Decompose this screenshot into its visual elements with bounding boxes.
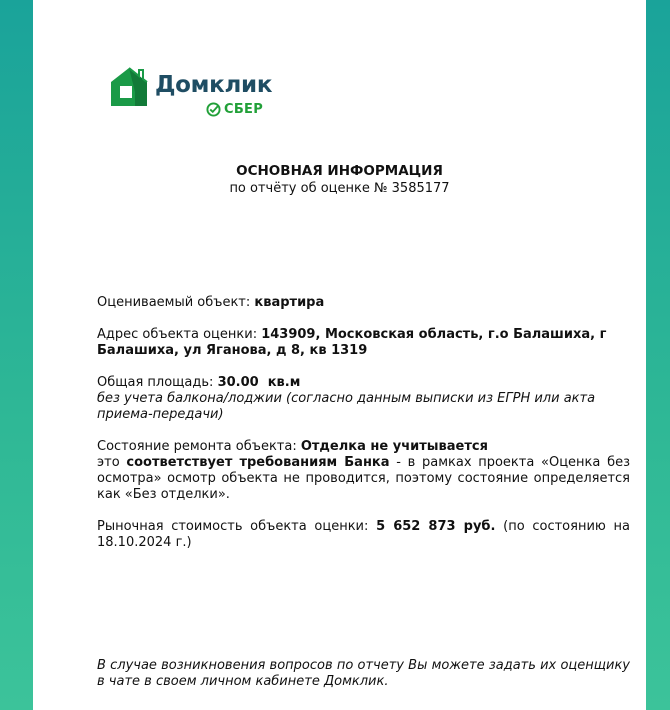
sber-text: СБЕР [224, 101, 264, 117]
market-value-section [97, 519, 630, 551]
domclick-logo [109, 66, 279, 118]
bank-requirement: соответствует требованиям Банка [126, 455, 390, 470]
area-label: Общая площадь: [97, 375, 218, 390]
market-value-date: (по состоянию на 18.10.2024 г.) [97, 519, 631, 550]
report-body [97, 295, 630, 567]
report-page [33, 0, 646, 710]
area-value: 30.00 кв.м [217, 375, 301, 390]
repair-text-after: - в рамках проекта «Оценка без осмотра» осмотр объекта не проводится, поэтому состояние определяется как «Без отделки». [97, 455, 631, 502]
repair-section [97, 439, 630, 503]
house-logo-icon [109, 66, 149, 108]
area-section [97, 375, 630, 423]
address-section [97, 327, 630, 359]
object-label: Оцениваемый объект: [97, 295, 255, 310]
repair-value: Отделка не учитывается [300, 439, 488, 454]
brand-name: Домклик [155, 72, 273, 98]
address-value: 143909, Московская область, г.о Балашиха, г Балашиха, ул Яганова, д 8, кв 1319 [97, 327, 607, 358]
report-subtitle: по отчёту об оценке № 3585177 [229, 181, 450, 196]
object-value: квартира [254, 295, 325, 310]
area-note: без учета балкона/лоджии (согласно данным выписки из ЕГРН или акта приема-передачи) [97, 391, 596, 422]
market-value-label: Рыночная стоимость объекта оценки: [97, 519, 377, 534]
address-label: Адрес объекта оценки: [97, 327, 262, 342]
report-title: ОСНОВНАЯ ИНФОРМАЦИЯ [236, 163, 443, 179]
report-heading [33, 163, 646, 197]
repair-text-before: это [97, 455, 127, 470]
object-section [97, 295, 630, 311]
sber-check-icon [206, 102, 221, 117]
market-value-amount: 5 652 873 руб. [376, 519, 496, 534]
sber-badge [206, 100, 263, 118]
repair-label: Состояние ремонта объекта: [97, 439, 301, 454]
footer-note: В случае возникновения вопросов по отчету Вы можете задать их оценщику в чате в своем личном кабинете Домклик. [97, 658, 630, 689]
